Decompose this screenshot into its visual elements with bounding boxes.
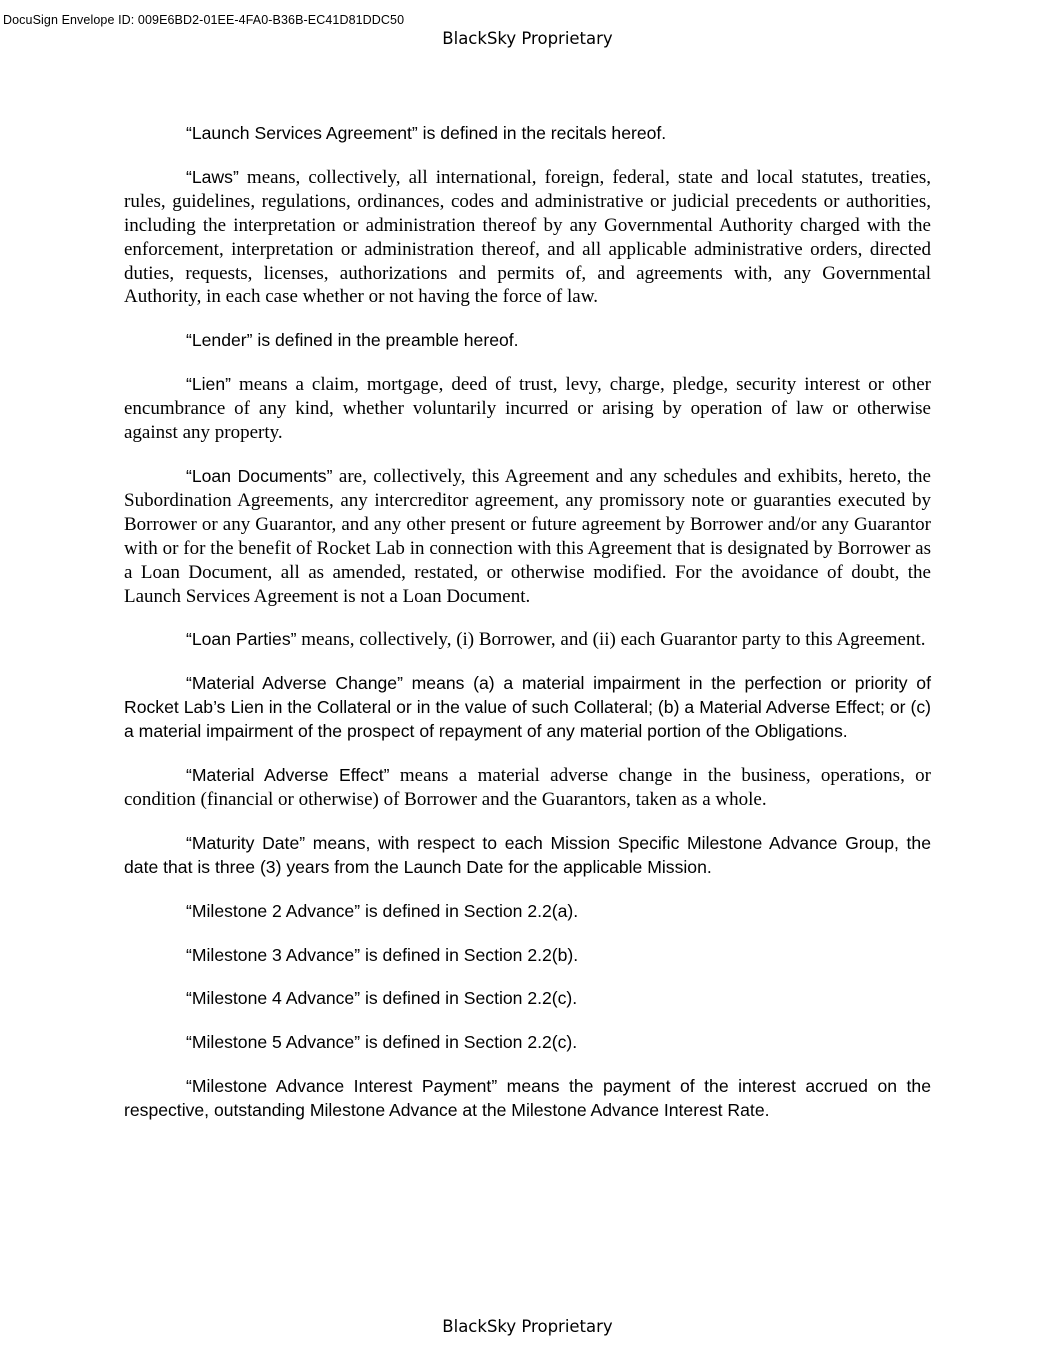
definition-term: Lender [191, 330, 247, 351]
definition-term: Lien [191, 374, 226, 395]
definition-term: Laws [191, 166, 233, 187]
docusign-envelope-id: DocuSign Envelope ID: 009E6BD2-01EE-4FA0-B36B-EC41D81DDC50 [3, 13, 405, 27]
definitions-list [124, 122, 931, 1143]
definition-text: are, collectively, this Agreement and any schedules and exhibits, hereto, the Subordination Agreements, any intercreditor agreement, any promissory note or guaranties executed by Borrower or any Guarantor, and any other present or future agreement by Borrower and/or any Guarantor with or for the benefit of Rocket Lab in connection with this Agreement that is designated by Borrower as a Loan Document, all as amended, restated, or otherwise modified. For the avoidance of doubt, the Launch Services Agreement is not a Loan Document. [124, 465, 931, 607]
definition-term: Loan Parties [191, 629, 291, 650]
definition-paragraph: “Lien” means a claim, mortgage, deed of trust, levy, charge, pledge, security interest or other encumbrance of any kind, whether voluntarily incurred or arising by operation of law or otherwise against any property. [124, 374, 931, 444]
page-footer: BlackSky Proprietary [442, 1317, 613, 1336]
definition-paragraph: “Maturity Date” means, with respect to each Mission Specific Milestone Advance Group, the date that is three (3) years from the Launch Date for the applicable Mission. [124, 832, 931, 877]
definition-term: Milestone 4 Advance [191, 988, 355, 1009]
definition-paragraph: “Laws” means, collectively, all international, foreign, federal, state and local statutes, treaties, rules, guidelines, regulations, ordinances, codes and administrative or judicial precedents or authorities, including the interpretation or administration thereof by any Governmental Authority charged with the enforcement, interpretation or administration thereof, and all applicable administrative orders, directed duties, requests, licenses, authorizations and permits of, and agreements with, any Governmental Authority, in each case whether or not having the force of law. [124, 166, 931, 308]
definition-term: Milestone Advance Interest Payment [191, 1076, 492, 1097]
definition-paragraph: “Loan Documents” are, collectively, this Agreement and any schedules and exhibits, hereto, the Subordination Agreements, any intercreditor agreement, any promissory note or guaranties executed by Borrower or any Guarantor, and any other present or future agreement by Borrower and/or any Guarantor with or for the benefit of Rocket Lab in connection with this Agreement that is designated by Borrower as a Loan Document, all as amended, restated, or otherwise modified. For the avoidance of doubt, the Launch Services Agreement is not a Loan Document. [124, 465, 931, 607]
definition-text: is defined in the preamble hereof. [252, 330, 519, 351]
definition-text: means (a) a material impairment in the perfection or priority of Rocket Lab’s Lien in the Collateral or in the value of such Collateral; (b) a Material Adverse Effect; or (c) a material impairment of the prospect of repayment of any material portion of the Obligations. [124, 673, 931, 742]
definition-paragraph: “Launch Services Agreement” is defined in the recitals hereof. [186, 123, 667, 143]
definition-text: means a claim, mortgage, deed of trust, levy, charge, pledge, security interest or other encumbrance of any kind, whether voluntarily incurred or arising by operation of law or otherwise against any property. [124, 374, 931, 444]
definition-term: Material Adverse Change [191, 673, 398, 694]
page-header: BlackSky Proprietary [442, 29, 613, 48]
definition-text: is defined in Section 2.2(c). [360, 1032, 578, 1053]
definition-text: is defined in the recitals hereof. [417, 123, 667, 143]
definition-paragraph: “Loan Parties” means, collectively, (i) Borrower, and (ii) each Guarantor party to this Agreement. [186, 629, 926, 651]
definition-term: Milestone 2 Advance [191, 900, 355, 921]
definition-text: means the payment of the interest accrued on the respective, outstanding Milestone Advance at the Milestone Advance Interest Rate. [124, 1076, 931, 1121]
definition-term: Maturity Date [191, 832, 300, 853]
definition-text: is defined in Section 2.2(a). [360, 900, 579, 921]
definition-paragraph: “Milestone 4 Advance” is defined in Section 2.2(c). [186, 988, 578, 1009]
definition-term: Milestone 5 Advance [191, 1032, 355, 1053]
definition-term: Milestone 3 Advance [191, 944, 355, 965]
definition-term: Launch Services Agreement [191, 123, 412, 143]
definition-text: means a material adverse change in the business, operations, or condition (financial or otherwise) of Borrower and the Guarantors, taken as a whole. [124, 765, 932, 810]
definition-text: means, collectively, (i) Borrower, and (ii) each Guarantor party to this Agreement. [296, 629, 926, 651]
definition-paragraph: “Milestone Advance Interest Payment” means the payment of the interest accrued on the respective, outstanding Milestone Advance at the Milestone Advance Interest Rate. [124, 1076, 931, 1121]
definition-term: Material Adverse Effect [191, 765, 384, 786]
definition-paragraph: “Material Adverse Effect” means a material adverse change in the business, operations, or condition (financial or otherwise) of Borrower and the Guarantors, taken as a whole. [124, 765, 932, 810]
definition-paragraph: “Milestone 2 Advance” is defined in Section 2.2(a). [186, 900, 579, 921]
definition-text: means, collectively, all international, foreign, federal, state and local statutes, treaties, rules, guidelines, regulations, ordinances, codes and administrative or judicial precedents or authorities, including the interpretation or administration thereof by any Governmental Authority charged with the enforcement, interpretation or administration thereof, and all applicable administrative orders, directed duties, requests, licenses, authorizations and permits of, and agreements with, any Governmental Authority, in each case whether or not having the force of law. [124, 166, 931, 308]
definition-paragraph: “Material Adverse Change” means (a) a material impairment in the perfection or priority of Rocket Lab’s Lien in the Collateral or in the value of such Collateral; (b) a Material Adverse Effect; or (c) a material impairment of the prospect of repayment of any material portion of the Obligations. [124, 673, 931, 742]
definition-text: means, with respect to each Mission Specific Milestone Advance Group, the date that is three (3) years from the Launch Date for the applicable Mission. [124, 832, 931, 877]
definition-paragraph: “Milestone 5 Advance” is defined in Section 2.2(c). [186, 1032, 578, 1053]
definition-paragraph: “Milestone 3 Advance” is defined in Section 2.2(b). [186, 944, 579, 965]
definition-text: is defined in Section 2.2(c). [360, 988, 578, 1009]
definition-term: Loan Documents [191, 465, 327, 486]
definition-paragraph: “Lender” is defined in the preamble hereof. [186, 330, 519, 351]
definition-text: is defined in Section 2.2(b). [360, 944, 579, 965]
